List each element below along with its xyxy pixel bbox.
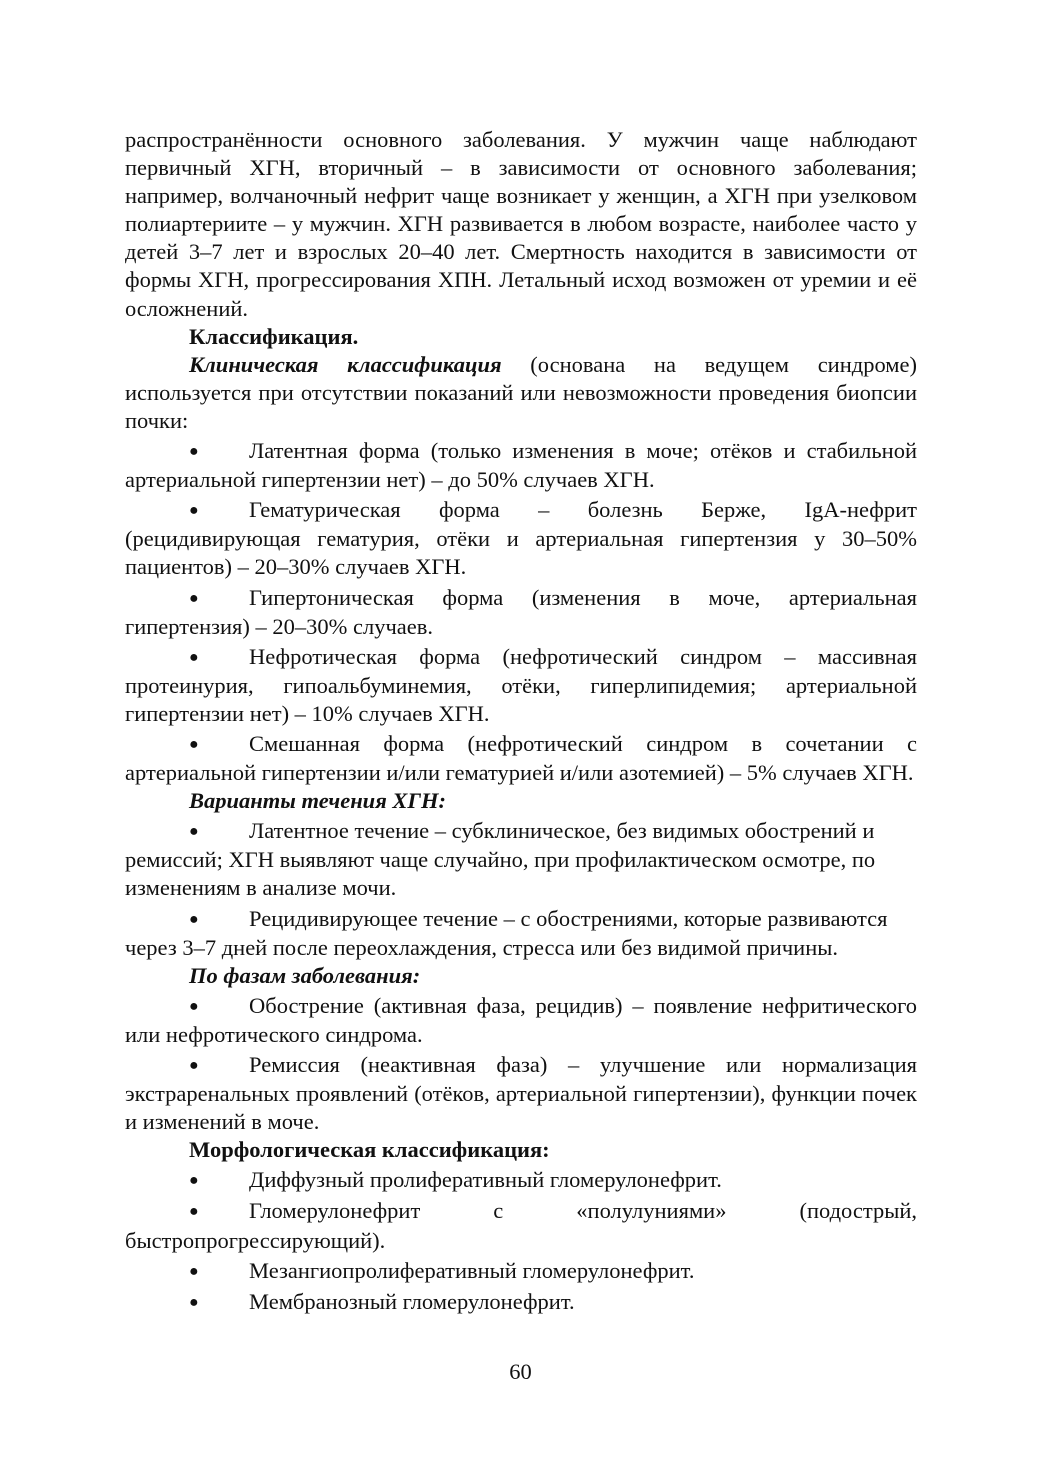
intro-paragraph: распространённости основного заболевания. У мужчин чаще наблюдают первичный ХГН, вторичный – в зависимости от основного заболевания; например, волчаночный нефрит чаще возникает у женщин, а ХГН при узелковом полиартериите – у мужчин. ХГН развивается в любом возрасте, наиболее часто у детей 3–7 лет и взрослых 20–40 лет. Смертность находится в зависимости от формы ХГН, прогрессирования ХПН. Летальный исход возможен от уремии и её осложнений. (125, 127, 917, 321)
list-item-text: Мембранозный гломерулонефрит. (249, 1288, 575, 1314)
list-item (125, 496, 917, 581)
list-item (125, 905, 917, 962)
bullet-icon: ● (189, 910, 199, 928)
list-item (125, 1166, 917, 1195)
list-item-text: Нефротическая форма (нефротический синдром – массивная протеинурия, гипоальбуминемия, отёки, гиперлипидемия; артериальной гипертензии нет) – 10% случаев ХГН. (125, 643, 917, 726)
list-item-text: Диффузный пролиферативный гломерулонефрит. (249, 1167, 722, 1193)
list-item-text: Обострение (активная фаза, рецидив) – появление нефритического или нефротического синдрома. (125, 992, 917, 1047)
list-item (125, 817, 917, 902)
list-item (125, 643, 917, 728)
clinical-classification-paragraph (125, 351, 917, 435)
list-item (125, 1197, 917, 1254)
classification-heading: Классификация. (189, 323, 359, 349)
list-item (125, 1288, 917, 1317)
list-item (125, 1051, 917, 1136)
bullet-icon: ● (189, 1293, 199, 1311)
bullet-icon: ● (189, 823, 199, 841)
list-item (125, 584, 917, 641)
list-item-text: Гломерулонефрит с «полулуниями» (подострый, быстропрогрессирующий). (125, 1198, 917, 1253)
bullet-icon: ● (189, 502, 199, 520)
list-item-text: Латентное течение – субклиническое, без видимых обострений и ремиссий; ХГН выявляют чаще случайно, при профилактическом осмотре, по изменениям в анализе мочи. (125, 818, 876, 901)
list-item-text: Мезангиопролиферативный гломерулонефрит. (249, 1257, 695, 1283)
bullet-icon: ● (189, 648, 199, 666)
bullet-icon: ● (189, 1057, 199, 1074)
clinical-classification-title: Клиническая классификация (189, 351, 502, 377)
clinical-classification-text: (основана на ведущем синдроме) используется при отсутствии показаний или невозможности проведения биопсии почки: (125, 351, 918, 433)
bullet-icon: ● (189, 735, 199, 753)
list-item (125, 437, 917, 494)
bullet-icon: ● (189, 1203, 199, 1221)
list-item-text: Ремиссия (неактивная фаза) – улучшение или нормализация экстраренальных проявлений (отёков, артериальной гипертензии), функции почек и изменений в моче. (125, 1052, 917, 1135)
list-item-text: Гипертоническая форма (изменения в моче, артериальная гипертензия) – 20–30% случаев. (125, 584, 917, 639)
bullet-icon: ● (189, 1172, 199, 1190)
list-item (125, 992, 917, 1049)
list-item-text: Смешанная форма (нефротический синдром в сочетании с артериальной гипертензии и/или гематурией и/или азотемией) – 5% случаев ХГН. (125, 730, 917, 786)
bullet-icon: ● (189, 1262, 199, 1280)
bullet-icon: ● (189, 997, 199, 1015)
bullet-icon: ● (189, 443, 199, 461)
list-item-text: Латентная форма (только изменения в моче; отёков и стабильной артериальной гипертензии нет) – до 50% случаев ХГН. (125, 438, 917, 493)
phases-heading: По фазам заболевания: (189, 962, 421, 988)
course-variants-heading: Варианты течения ХГН: (189, 788, 447, 814)
list-item-text: Рецидивирующее течение – с обострениями, которые развиваются через 3–7 дней после переохлаждения, стресса или без видимой причины. (125, 905, 888, 960)
list-item (125, 1257, 917, 1286)
list-item-text: Гематурическая форма – болезнь Берже, IgA-нефрит (рецидивирующая гематурия, отёки и артериальная гипертензия у 30–50% пациентов) – 20–30% случаев ХГН. (125, 497, 917, 580)
page-number: 60 (509, 1359, 532, 1384)
page-body (125, 126, 917, 1317)
bullet-icon: ● (189, 589, 199, 607)
list-item (125, 730, 917, 787)
morphology-heading: Морфологическая классификация: (189, 1137, 550, 1163)
